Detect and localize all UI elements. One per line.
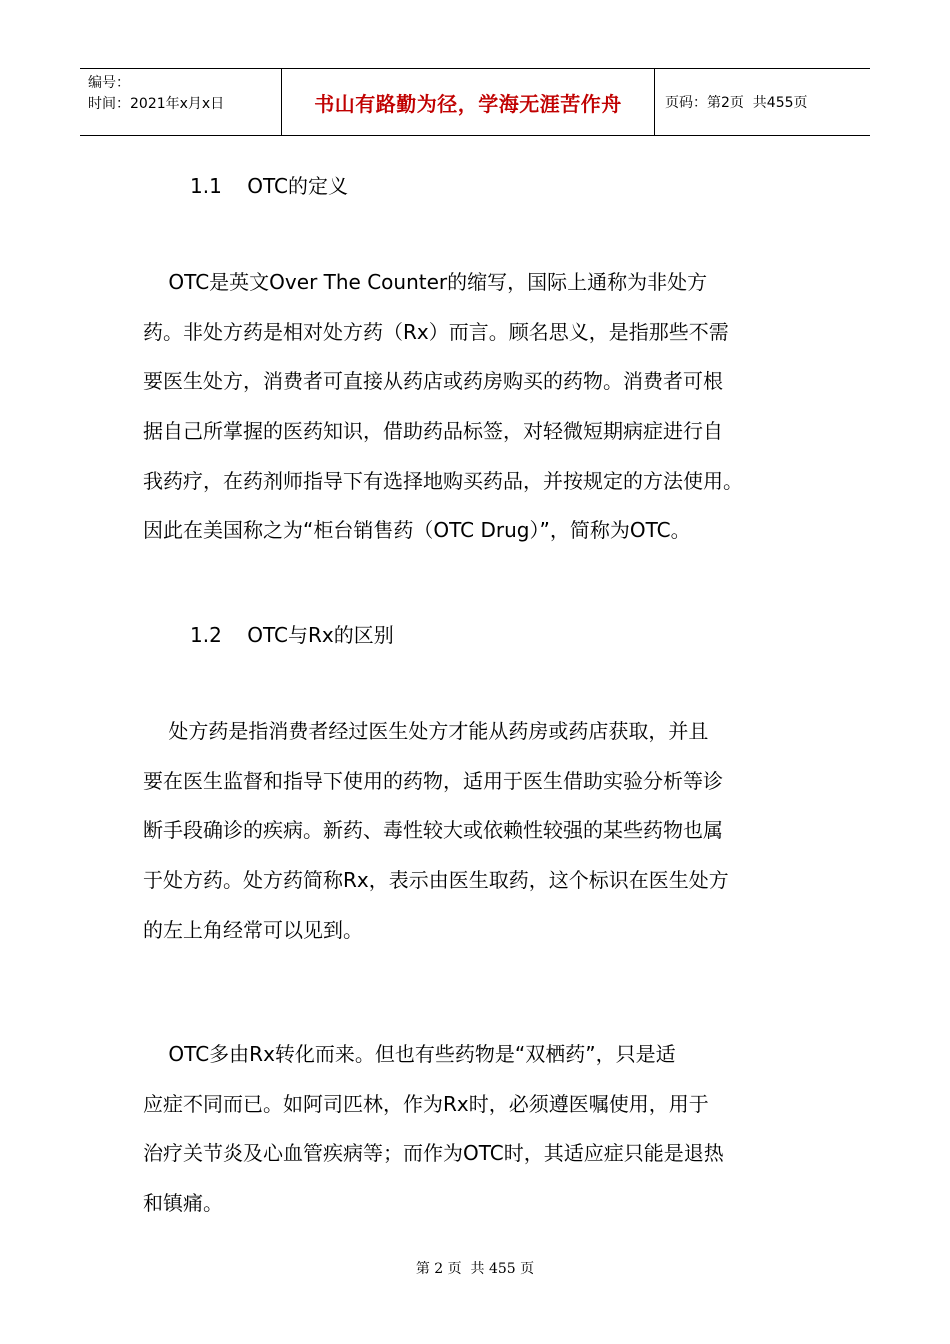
paragraph-line: 因此在美国称之为“柜台销售药（OTC Drug）”，简称为OTC。 <box>143 518 691 543</box>
paragraph-line: 我药疗，在药剂师指导下有选择地购买药品，并按规定的方法使用。 <box>143 468 743 493</box>
paragraph-line: 处方药是指消费者经过医生处方才能从药房或药店获取，并且 <box>143 719 709 743</box>
paragraph-line: 的左上角经常可以见到。 <box>143 917 363 942</box>
header-meta-cell <box>80 69 282 135</box>
document-header <box>80 68 870 136</box>
header-page-cell <box>655 69 870 135</box>
header-motto: 书山有路勤为径，学海无涯苦作舟 <box>314 91 622 116</box>
paragraph-line: 据自己所掌握的医药知识，借助药品标签，对轻微短期病症进行自 <box>143 419 723 444</box>
paragraph-line: 要医生处方，消费者可直接从药店或药房购买的药物。消费者可根 <box>143 369 723 394</box>
document-number-label: 编号： <box>88 75 130 91</box>
paragraph-line: OTC多由Rx转化而来。但也有些药物是“双栖药”，只是适 <box>143 1042 676 1066</box>
paragraph-line: 断手段确诊的疾病。新药、毒性较大或依赖性较强的某些药物也属 <box>143 818 723 843</box>
paragraph-line: 应症不同而已。如阿司匹林，作为Rx时，必须遵医嘱使用，用于 <box>143 1091 709 1116</box>
paragraph-line: OTC是英文Over The Counter的缩写，国际上通称为非处方 <box>143 270 708 294</box>
paragraph-line: 治疗关节炎及心血管疾病等；而作为OTC时，其适应症只能是退热 <box>143 1141 724 1166</box>
paragraph-line: 和镇痛。 <box>143 1191 223 1216</box>
paragraph-line: 药。非处方药是相对处方药（Rx）而言。顾名思义，是指那些不需 <box>143 319 729 344</box>
header-page-info: 页码：第2页 共455页 <box>665 95 808 111</box>
paragraph-line: 于处方药。处方药简称Rx，表示由医生取药，这个标识在医生处方 <box>143 868 729 893</box>
section-title-definition: 1.1 OTC的定义 <box>190 174 348 198</box>
header-motto-cell <box>282 69 655 135</box>
paragraph-prescription <box>143 707 823 955</box>
paragraph-dual-use <box>143 1030 823 1229</box>
page-footer: 第 2 页 共 455 页 <box>415 1261 535 1277</box>
paragraph-line: 要在医生监督和指导下使用的药物，适用于医生借助实验分析等诊 <box>143 768 723 793</box>
document-date: 时间：2021年x月x日 <box>88 96 225 112</box>
paragraph-definition <box>143 258 823 556</box>
section-title-difference: 1.2 OTC与Rx的区别 <box>190 623 394 647</box>
